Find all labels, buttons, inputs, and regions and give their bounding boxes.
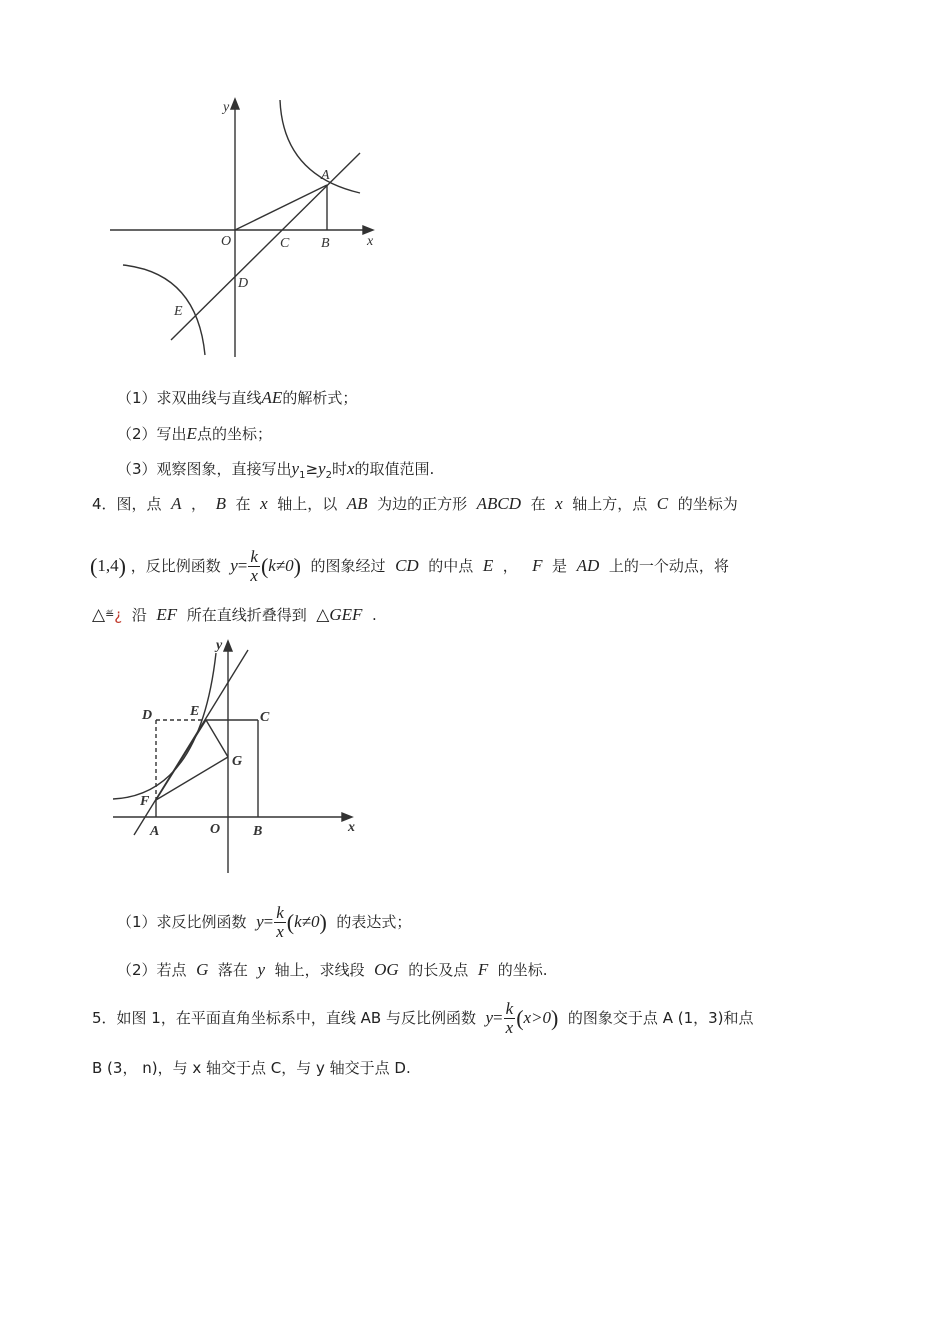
label-x: x [348, 820, 355, 835]
segment-EG [206, 720, 228, 757]
figure-2-square-fold-graph [108, 635, 368, 880]
q4-part-2: （2）若点 G 落在 y 轴上，求线段 OG 的长及点 F 的坐标. [117, 960, 548, 979]
label-F: F [140, 794, 150, 809]
label-D: D [238, 276, 249, 291]
q4-line-1: 4．图，点 A ， B 在 x 轴上，以 AB 为边的正方形 ABCD 在 x 轴上方，点 C 的坐标为 [92, 494, 738, 513]
q5-line-2: B (3， n)，与 x 轴交于点 C，与 y 轴交于点 D. [92, 1059, 411, 1077]
segment-F-curve [156, 720, 206, 800]
q3-part-3: （3）观察图象，直接写出$y_1\ge y_2$时x的取值范围. [117, 459, 435, 481]
y-axis-arrow [231, 99, 239, 109]
label-D: D [142, 708, 153, 723]
label-O: O [210, 822, 221, 837]
label-B: B [253, 824, 263, 839]
label-A: A [150, 824, 160, 839]
label-O: O [221, 234, 232, 249]
label-G: G [232, 754, 243, 769]
fraction-k-over-x: $\frac{k}{x}$ [250, 547, 258, 585]
q3-part-2: （2）写出E点的坐标； [117, 424, 272, 443]
label-C: C [280, 236, 290, 251]
label-y: y [223, 100, 230, 115]
q4-part-1: （1）求反比例函数 y= $\frac{k}{x}$ (k≠0) 的表达式； [117, 903, 412, 941]
line-AE [171, 153, 360, 340]
label-y: y [216, 638, 223, 653]
figure-1-hyperbola-graph [105, 95, 385, 365]
fraction-k-over-x: $\frac{k}{x}$ [276, 903, 284, 941]
label-A: A [321, 168, 330, 183]
label-C: C [260, 710, 270, 725]
label-E: E [190, 704, 200, 719]
q3-part-1: （1）求双曲线与直线AE的解析式； [117, 388, 358, 407]
q4-line-2: (1,4) ，反比例函数 y= $\frac{k}{x}$ (k≠0) 的图象经过 CD 的中点 E ， F 是 AD 上的一个动点，将 [90, 547, 729, 585]
x-axis-arrow [363, 226, 373, 234]
hyperbola-branch-upper [280, 100, 360, 193]
q5-line-1: 5．如图 1，在平面直角坐标系中，直线 AB 与反比例函数 y= $\frac{k}{x}$ (x>0) 的图象交于点 A (1，3)和点 [92, 999, 754, 1037]
q4-line-3: △≝¿ 沿 EF 所在直线折叠得到 △GEF . [92, 605, 377, 624]
segment-OA [235, 185, 327, 230]
y-axis-arrow [224, 641, 232, 651]
fraction-k-over-x: $\frac{k}{x}$ [505, 999, 514, 1037]
label-x: x [367, 234, 374, 249]
fold-line-EF [134, 650, 248, 835]
label-B: B [321, 236, 330, 251]
hyperbola-branch-lower [123, 265, 205, 355]
label-E: E [174, 304, 183, 319]
